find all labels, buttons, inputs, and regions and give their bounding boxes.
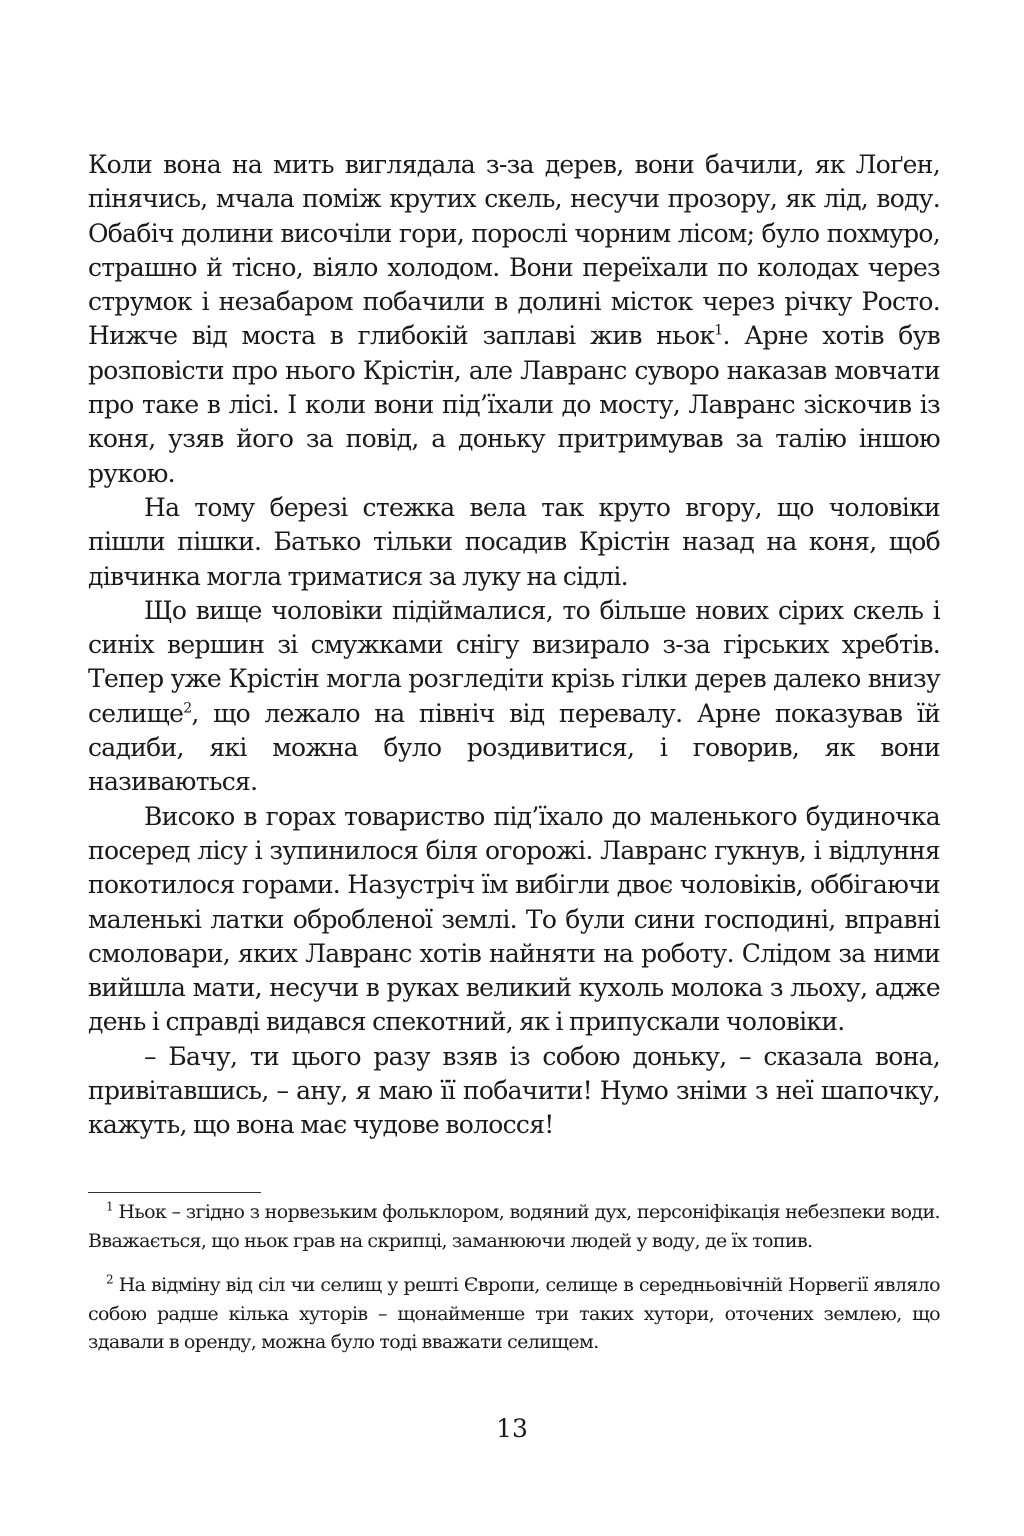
paragraph-text: Високо в горах товариство під’їхало до маленького будиночка посеред лісу і зупинилося біля огорожі. Лавранс гукнув, і відлуння покотилося горами. Назустріч їм вибігли двоє чоловіків, оббігаючи маленькі латки обробленої землі. То були сини господині, вправні смоловари, яких Лавранс хотів найняти на роботу. Слідом за ними вийшла мати, несучи в руках великий кухоль молока з льоху, адже день і справді видався спекотний, як і припускали чоловіки.	[88, 801, 940, 1037]
paragraph-text: Коли вона на мить виглядала з-за дерев, вони бачили, як Лоґен, пінячись, мчала поміж крутих скель, несучи прозору, як лід, воду. Обабіч долини височіли гори, порослі чорним лісом; було похмуро, страшно й тісно, віяло холодом. Вони переїхали по колодах через струмок і незабаром побачили в долині місток через річку Росто. Нижче від моста в глибокій заплаві жив ньок	[88, 150, 940, 351]
footnotes	[88, 1198, 940, 1373]
footnote-text: Ньок – згідно з норвезьким фольклором, водяний дух, персоніфікація небезпеки води. Вважається, що ньок грав на скрипці, заманюючи людей у воду, де їх топив.	[88, 1201, 940, 1252]
footnote	[88, 1271, 940, 1357]
paragraph	[88, 148, 940, 491]
body-text	[88, 148, 940, 1143]
footnote-marker: 2	[106, 1272, 114, 1287]
footnote-marker: 1	[106, 1199, 114, 1214]
paragraph-text: , що лежало на північ від перевалу. Арне показував їй садиби, які можна було роздивитися, і говорив, як вони називаються.	[88, 698, 940, 797]
paragraph	[88, 491, 940, 594]
paragraph	[88, 800, 940, 1040]
paragraph-text: Що вище чоловіки підіймалися, то більше нових сірих скель і синіх вершин зі смужками снігу визирало з-за гірських хребтів. Тепер уже Крістін могла розгледіти крізь гілки дерев далеко внизу селище	[88, 595, 940, 728]
page-number: 13	[496, 1414, 528, 1443]
footnote-separator	[88, 1192, 261, 1193]
footnote	[88, 1198, 940, 1255]
footnote-text: На відміну від сіл чи селищ у решті Європи, селище в середньовічній Норвегії являло собою радше кілька хуторів – щонайменше три таких хутори, оточених землею, що здавали в оренду, можна було тоді вважати селищем.	[88, 1274, 940, 1353]
footnote-reference: 2	[183, 700, 192, 717]
paragraph-text: На тому березі стежка вела так круто вгору, що чоловіки пішли пішки. Батько тільки посадив Крістін назад на коня, щоб дівчинка могла триматися за луку на сідлі.	[88, 492, 940, 591]
paragraph	[88, 594, 940, 800]
paragraph-text: – Бачу, ти цього разу взяв із собою доньку, – сказала вона, привітавшись, – ану, я маю її побачити! Нумо зніми з неї шапочку, кажуть, що вона має чудове волосся!	[88, 1041, 940, 1140]
paragraph	[88, 1040, 940, 1143]
footnote-reference: 1	[714, 323, 723, 340]
paragraph-text: . Арне хотів був розповісти про нього Крістін, але Лавранс суворо наказав мовчати про таке в лісі. І коли вони під’їхали до мосту, Лавранс зіскочив із коня, узяв його за повід, а доньку притримував за талію іншою рукою.	[88, 321, 940, 488]
